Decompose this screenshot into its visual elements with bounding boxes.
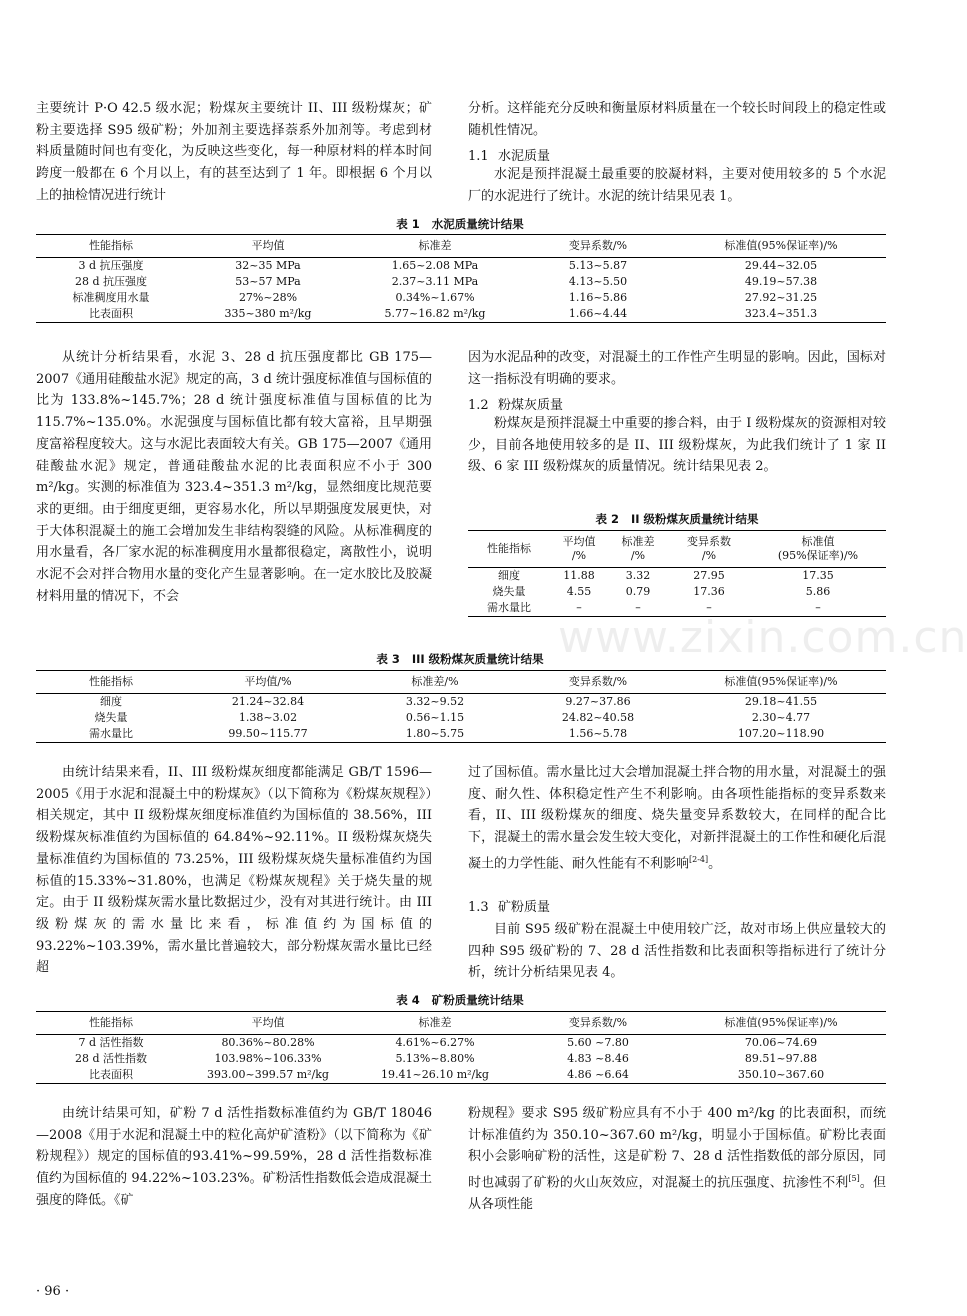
right-column-bottom — [468, 1103, 886, 1216]
table-3-caption — [0, 651, 920, 667]
table-1 — [36, 234, 886, 323]
table-cell: – — [668, 600, 750, 617]
table-cell: 1.16~5.86 — [568, 291, 628, 304]
body-paragraph — [468, 1103, 886, 1216]
body-text: 。 — [708, 856, 722, 872]
table-cell: 99.50~115.77 — [186, 726, 350, 743]
section-number: 1.1 — [468, 149, 489, 164]
table-cell: 11.88 — [563, 569, 595, 582]
table-cell: – — [750, 600, 886, 617]
table-cell: 53~57 MPa — [235, 275, 301, 288]
right-column-middle — [468, 347, 886, 390]
section-title: 粉煤灰质量 — [498, 398, 564, 413]
table-row — [36, 258, 886, 275]
table-title: II 级粉煤灰质量统计结果 — [630, 512, 759, 526]
table-cell: – — [550, 600, 608, 617]
column-header: 平均值 — [186, 235, 350, 258]
table-cell: 3.32~9.52 — [405, 695, 465, 708]
table-title: 水泥质量统计结果 — [431, 217, 524, 231]
left-column-lower — [36, 762, 432, 979]
right-column-middle-2 — [468, 413, 886, 478]
table-cell: 80.36%~80.28% — [221, 1036, 315, 1049]
table-cell: 5.77~16.82 m²/kg — [350, 306, 520, 323]
table-cell: 9.27~37.86 — [565, 695, 631, 708]
table-cell: 4.61%~6.27% — [395, 1036, 475, 1049]
table-cell: 323.4~351.3 — [676, 306, 886, 323]
table-label: 表 4 — [396, 993, 420, 1007]
right-column-lower-2 — [468, 919, 886, 984]
column-header: 标准值(95%保证率)/% — [676, 671, 886, 694]
table-cell: – — [608, 600, 668, 617]
column-header: 标准差 — [350, 235, 520, 258]
column-header: 标准值(95%保证率)/% — [676, 235, 886, 258]
table-row — [36, 1035, 886, 1052]
table-cell: 27.95 — [693, 569, 725, 582]
table-title: 矿粉质量统计结果 — [431, 993, 524, 1007]
table-row — [36, 274, 886, 290]
column-header: 标准值(95%保证率)/% — [676, 1012, 886, 1035]
section-title: 水泥质量 — [498, 149, 551, 164]
table-cell: 2.37~3.11 MPa — [391, 275, 479, 288]
column-header: 变异系数/% — [520, 671, 676, 694]
right-column-top-2 — [468, 164, 886, 207]
body-paragraph: 分析。这样能充分反映和衡量原材料质量在一个较长时间段上的稳定性或随机性情况。 — [468, 101, 886, 138]
body-text: 过了国标值。需水量比过大会增加混凝土拌合物的用水量，对混凝土的强度、耐久性、体积稳定性产生不利影响。由各项性能指标的变异系数来看，II、III 级粉煤灰的细度、烧失量变异系数较大，在同样的配合比下，混凝土的需水量会发生较大变化，对新拌混凝土的工作性和硬化后混凝土的力学性能、耐久性能有不利影响 — [468, 765, 886, 872]
table-cell: 1.66~4.44 — [520, 306, 676, 323]
table-4-caption — [0, 992, 920, 1008]
right-column-top — [468, 98, 886, 141]
table-cell: 350.10~367.60 — [676, 1067, 886, 1084]
table-cell: 4.13~5.50 — [568, 275, 628, 288]
page-number: · 96 · — [36, 1284, 70, 1299]
table-cell: 需水量比 — [36, 726, 186, 743]
table-cell: 17.35 — [802, 569, 834, 582]
body-paragraph: 由统计结果可知，矿粉 7 d 活性指数标准值约为 GB/T 18046—2008《用于水泥和混凝土中的粒化高炉矿渣粉》（以下简称为《矿粉规程》）规定的国标值的93.41%~99.59%，28 d 活性指数标准值约为国标值的 94.22%~103.23%。矿粉活性指数低会造成混凝土强度的降低。《矿 — [36, 1106, 432, 1208]
table-cell: 5.86 — [805, 585, 831, 598]
table-cell: 烧失量 — [94, 711, 128, 724]
table-cell: 5.60 ~7.80 — [567, 1036, 629, 1049]
table-cell: 0.34%~1.67% — [395, 291, 475, 304]
table-cell: 27.92~31.25 — [744, 291, 818, 304]
table-cell: 7 d 活性指数 — [78, 1036, 144, 1049]
table-cell: 0.56~1.15 — [405, 711, 465, 724]
table-cell: 103.98%~106.33% — [214, 1052, 322, 1065]
body-paragraph: 因为水泥品种的改变，对混凝土的工作性产生明显的影响。因此，国标对这一指标没有明确的要求。 — [468, 350, 886, 387]
column-header: 标准值 (95%保证率)/% — [750, 531, 886, 568]
table-cell: 19.41~26.10 m²/kg — [350, 1067, 520, 1084]
left-column-bottom — [36, 1103, 432, 1212]
table-row — [36, 290, 886, 306]
body-text: 粉规程》要求 S95 级矿粉应具有不小于 400 m²/kg 的比表面积，而统计标准值约为 350.10~367.60 m²/kg，明显小于国标值。矿粉比表面积小会影响矿粉的活性，这是矿粉 7、28 d 活性指数低的部分原因，同时也减弱了矿粉的火山灰效应，对混凝土的抗压强度、抗渗性不利 — [468, 1106, 886, 1191]
table-title: III 级粉煤灰质量统计结果 — [411, 652, 544, 666]
table-cell: 29.44~32.05 — [744, 259, 818, 272]
column-header: 平均值/% — [186, 671, 350, 694]
body-paragraph — [468, 762, 886, 875]
body-text: 。但从各项性能 — [468, 1175, 886, 1213]
table-cell: 70.06~74.69 — [744, 1036, 818, 1049]
table-cell: 1.80~5.75 — [350, 726, 520, 743]
table-label: 表 3 — [376, 652, 400, 666]
body-paragraph: 由统计结果来看，II、III 级粉煤灰细度都能满足 GB/T 1596—2005《用于水泥和混凝土中的粉煤灰》（以下简称为《粉煤灰规程》）相关规定，其中 II 级粉煤灰细度标准值约为国标值的 38.56%，III 级粉煤灰标准值约为国标值的 64.84%~92.11%。II 级粉煤灰烧失量标准值约为国标值的 73.25%，III 级粉煤灰烧失量标准值约为国标值的15.33%~31.80%，也满足《粉煤灰规程》关于烧失量的规定。由于 II 级粉煤灰需水量比数据过少，没有对其进行统计。由 III 级粉煤灰的需水量比来看，标准值约为国标值的 93.22%~103.39%，需水量比普遍较大，部分粉煤灰需水量比已经超 — [36, 765, 432, 976]
table-3 — [36, 670, 886, 743]
table-cell: 需水量比 — [468, 600, 550, 617]
table-cell: 3 d 抗压强度 — [78, 259, 144, 272]
table-row — [36, 710, 886, 726]
table-cell: 1.65~2.08 MPa — [391, 259, 479, 272]
column-header: 性能指标 — [468, 531, 550, 568]
table-row — [36, 726, 886, 743]
section-number: 1.2 — [468, 398, 489, 413]
column-header: 平均值 — [186, 1012, 350, 1035]
table-cell: 细度 — [498, 569, 520, 582]
table-cell: 28 d 活性指数 — [74, 1052, 148, 1065]
body-paragraph: 粉煤灰是预拌混凝土中重要的掺合料，由于 I 级粉煤灰的资源相对较少，目前各地使用较多的是 II、III 级粉煤灰，为此我们统计了 1 家 II 级、6 家 III 级粉煤灰的质量情况。统计结果见表 2。 — [468, 416, 886, 475]
section-heading-1-3 — [468, 898, 550, 918]
table-cell: 4.55 — [566, 585, 592, 598]
right-column-lower — [468, 762, 886, 875]
table-row — [468, 584, 886, 600]
table-cell: 烧失量 — [492, 585, 526, 598]
table-cell: 0.79 — [625, 585, 651, 598]
table-cell: 89.51~97.88 — [744, 1052, 818, 1065]
left-column-middle — [36, 347, 432, 607]
body-paragraph: 主要统计 P·O 42.5 级水泥；粉煤灰主要统计 II、III 级粉煤灰；矿粉主要选择 S95 级矿粉；外加剂主要选择萘系外加剂等。考虑到材料质量随时间也有变化，为反映这些变化，每一种原材料的样本时间跨度一般都在 6 个月以上，有的甚至达到了 1 年。即根据 6 个月以上的抽检情况进行统计 — [36, 101, 432, 203]
table-row — [36, 1067, 886, 1084]
section-title: 矿粉质量 — [498, 900, 551, 915]
table-cell: 49.19~57.38 — [744, 275, 818, 288]
table-cell: 335~380 m²/kg — [186, 306, 350, 323]
table-cell: 32~35 MPa — [235, 259, 301, 272]
citation: [5] — [848, 1174, 860, 1184]
table-cell: 27%~28% — [238, 291, 298, 304]
section-number: 1.3 — [468, 900, 489, 915]
table-row — [36, 1051, 886, 1067]
body-paragraph: 从统计分析结果看，水泥 3、28 d 抗压强度都比 GB 175—2007《通用硅酸盐水泥》规定的高，3 d 统计强度标准值与国标值的比为 133.8%~145.7%；28 d 统计强度标准值与国标值的比为 115.7%~135.0%。水泥强度与国标值比都有较大富裕，且早期强度富裕程度较大。这与水泥比表面较大有关。GB 175—2007《通用硅酸盐水泥》规定，普通硅酸盐水泥的比表面积应不小于 300 m²/kg。实测的标准值为 323.4~351.3 m²/kg，显然细度比规范要求的更细。由于细度更细，更容易水化，所以早期强度发展更快，对于大体积混凝土的施工会增加发生非结构裂缝的风险。从标准稠度的用水量看，各厂家水泥的标准稠度用水量都很稳定，离散性小，说明水泥不会对拌合物用水量的变化产生显著影响。在一定水胶比及胶凝材料用量的情况下，不会 — [36, 350, 432, 604]
column-header: 变异系数/% — [520, 235, 676, 258]
table-cell: 2.30~4.77 — [751, 711, 811, 724]
table-cell: 393.00~399.57 m²/kg — [186, 1067, 350, 1084]
table-row — [468, 568, 886, 585]
column-header: 标准差/% — [350, 671, 520, 694]
table-cell: 细度 — [100, 695, 122, 708]
table-cell: 17.36 — [693, 585, 725, 598]
table-row — [36, 694, 886, 711]
body-paragraph: 水泥是预拌混凝土最重要的胶凝材料，主要对使用较多的 5 个水泥厂的水泥进行了统计。水泥的统计结果见表 1。 — [468, 167, 886, 204]
table-cell: 28 d 抗压强度 — [74, 275, 148, 288]
table-cell: 21.24~32.84 — [231, 695, 305, 708]
table-row — [36, 306, 886, 323]
column-header: 性能指标 — [36, 671, 186, 694]
table-cell: 24.82~40.58 — [561, 711, 635, 724]
table-label: 表 1 — [396, 217, 420, 231]
table-cell: 4.83 ~8.46 — [567, 1052, 629, 1065]
table-cell: 5.13%~8.80% — [395, 1052, 475, 1065]
table-4 — [36, 1011, 886, 1084]
table-cell: 107.20~118.90 — [676, 726, 886, 743]
column-header: 性能指标 — [36, 1012, 186, 1035]
table-cell: 1.56~5.78 — [520, 726, 676, 743]
left-column-top — [36, 98, 432, 207]
table-cell: 比表面积 — [36, 306, 186, 323]
watermark: www.zixin.com.cn — [558, 612, 967, 663]
table-2 — [468, 530, 886, 617]
table-label: 表 2 — [595, 512, 619, 526]
table-cell: 标准稠度用水量 — [72, 291, 150, 304]
column-header: 变异系数/% — [520, 1012, 676, 1035]
table-cell: 3.32 — [625, 569, 651, 582]
body-paragraph: 目前 S95 级矿粉在混凝土中使用较广泛，故对市场上供应量较大的四种 S95 级矿粉的 7、28 d 活性指数和比表面积等指标进行了统计分析，统计分析结果见表 4。 — [468, 922, 886, 981]
column-header: 平均值 /% — [550, 531, 608, 568]
table-cell: 比表面积 — [36, 1067, 186, 1084]
column-header: 标准差 /% — [608, 531, 668, 568]
citation: [2-4] — [689, 854, 709, 864]
table-cell: 29.18~41.55 — [744, 695, 818, 708]
table-cell: 4.86 ~6.64 — [520, 1067, 676, 1084]
table-cell: 5.13~5.87 — [568, 259, 628, 272]
column-header: 标准差 — [350, 1012, 520, 1035]
table-cell: 1.38~3.02 — [238, 711, 298, 724]
table-1-caption — [0, 216, 920, 232]
column-header: 变异系数 /% — [668, 531, 750, 568]
table-2-caption — [468, 511, 886, 527]
column-header: 性能指标 — [36, 235, 186, 258]
